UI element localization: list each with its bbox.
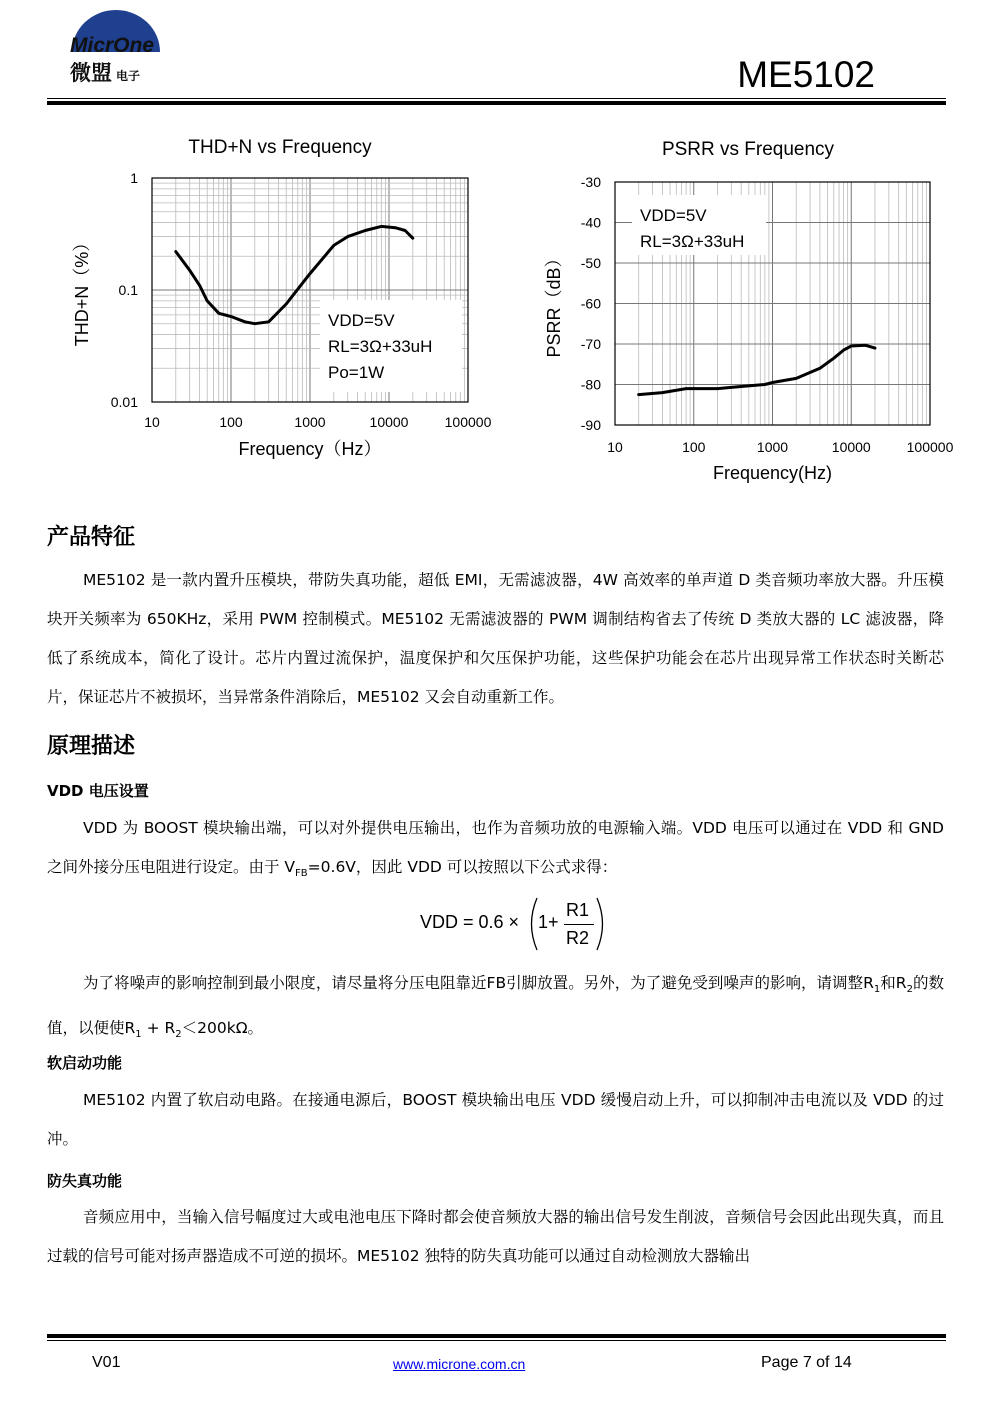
annotation-text: RL=3Ω+33uH <box>640 232 745 251</box>
right-paren <box>594 896 610 952</box>
footer-rule-thin <box>47 1340 946 1341</box>
x-tick-label: 1000 <box>294 414 326 430</box>
softstart-paragraph <box>47 1081 944 1159</box>
y-tick-label: 0.1 <box>118 282 138 298</box>
y-tick-label: -40 <box>580 214 601 231</box>
annotation-text: VDD=5V <box>640 206 707 225</box>
formula-one: 1+ <box>538 912 559 932</box>
noise-text-2: 和R <box>880 974 907 992</box>
vdd-text-sub: FB <box>295 868 308 880</box>
principle-title: 原理描述 <box>47 733 136 759</box>
footer-url-link[interactable]: www.microne.com.cn <box>393 1356 526 1372</box>
annotation-text: VDD=5V <box>328 311 395 330</box>
logo-text-cn: 微盟 <box>70 61 112 85</box>
formula-lhs: VDD = 0.6 × <box>420 912 520 932</box>
features-paragraph <box>47 561 944 717</box>
fraction-bar <box>564 924 594 925</box>
noise-sub-4: 2 <box>175 1029 182 1041</box>
y-axis-label: PSRR（dB） <box>544 249 564 358</box>
y-tick-label: -90 <box>580 417 601 433</box>
logo-text-en: MicrOne <box>70 34 155 57</box>
x-tick-label: 100000 <box>906 439 954 455</box>
vdd-text-1: VDD 为 BOOST 模块输出端，可以对外提供电压输出，也作为音频功放的电源输入端。VDD 电压可以通过在 VDD 和 GND 之间外接分压电阻进行设定。由于 V <box>47 819 944 876</box>
antidistortion-title: 防失真功能 <box>47 1172 123 1190</box>
noise-sub-2: 2 <box>906 984 913 996</box>
formula-denominator: R2 <box>566 928 590 948</box>
x-axis-label: Frequency(Hz) <box>712 463 833 483</box>
antidistortion-text: 音频应用中，当输入信号幅度过大或电池电压下降时都会使音频放大器的输出信号发生削波，音频信号会因此出现失真，而且过载的信号可能对扬声器造成不可逆的损坏。ME5102 独特的防失真功能可以通过自动检测放大器输出 <box>47 1208 944 1265</box>
y-tick-label: 1 <box>130 170 138 186</box>
annotation-text: RL=3Ω+33uH <box>328 337 433 356</box>
softstart-title: 软启动功能 <box>47 1054 123 1072</box>
annotation-text: Po=1W <box>328 363 385 382</box>
noise-text-5: ＜200kΩ。 <box>181 1019 264 1038</box>
chart-title: PSRR vs Frequency <box>661 139 835 160</box>
y-tick-label: -60 <box>580 295 601 312</box>
series-line <box>639 345 875 394</box>
y-tick-label: -70 <box>580 336 601 352</box>
performance-charts <box>0 0 991 500</box>
softstart-text: ME5102 内置了软启动电路。在接通电源后，BOOST 模块输出电压 VDD 缓慢启动上升，可以抑制冲击电流以及 VDD 的过冲。 <box>47 1091 944 1148</box>
noise-sub-1: 1 <box>873 984 881 996</box>
x-tick-label: 10 <box>144 414 160 430</box>
y-tick-label: 0.01 <box>110 394 138 410</box>
features-title: 产品特征 <box>47 524 136 550</box>
footer-rule-thick <box>47 1334 946 1338</box>
footer-page-number: Page 7 of 14 <box>761 1354 852 1371</box>
noise-text-3: 的数值，以便使R <box>47 974 944 1038</box>
x-tick-label: 10 <box>607 439 623 455</box>
noise-text-1: 为了将噪声的影响控制到最小限度，请尽量将分压电阻靠近FB引脚放置。另外，为了避免受到噪声的影响，请调整R <box>83 974 874 992</box>
x-tick-label: 1000 <box>756 439 789 455</box>
part-number: ME5102 <box>737 54 875 95</box>
x-tick-label: 10000 <box>831 439 871 455</box>
noise-sub-3: 1 <box>135 1029 142 1041</box>
x-tick-label: 100000 <box>444 414 492 430</box>
vdd-paragraph <box>47 809 944 893</box>
antidistortion-paragraph <box>47 1198 944 1276</box>
x-tick-label: 100 <box>219 414 243 430</box>
x-tick-label: 10000 <box>369 414 409 430</box>
vdd-text-2: =0.6V，因此 VDD 可以按照以下公式求得： <box>307 858 618 876</box>
features-text: ME5102 是一款内置升压模块，带防失真功能，超低 EMI，无需滤波器，4W 高效率的单声道 D 类音频功率放大器。升压模块开关频率为 650KHz，采用 PWM 控制模式。ME5102 无需滤波器的 PWM 调制结构省去了传统 D 类放大器的 LC 滤波器，降低了系统成本，简化了设计。芯片内置过流保护，温度保护和欠压保护功能，这些保护功能会在芯片出现异常工作状态时关断芯片，保证芯片不被损坏，当异常条件消除后，ME5102 又会自动重新工作。 <box>47 571 944 706</box>
vdd-title: VDD 电压设置 <box>47 782 149 800</box>
chart-title: THD+N vs Frequency <box>188 137 372 158</box>
noise-paragraph <box>47 964 944 1054</box>
y-axis-label: THD+N（%） <box>72 233 92 347</box>
vdd-formula <box>420 896 620 952</box>
x-tick-label: 100 <box>682 439 706 455</box>
y-tick-label: -50 <box>580 255 601 271</box>
noise-text-4: + R <box>141 1019 176 1038</box>
x-axis-label: Frequency（Hz） <box>238 439 382 459</box>
y-tick-label: -30 <box>580 174 601 190</box>
y-tick-label: -80 <box>580 376 601 393</box>
logo-text-cn-small: 电子 <box>116 69 141 83</box>
footer-version: V01 <box>92 1354 121 1371</box>
formula-numerator: R1 <box>566 900 590 920</box>
